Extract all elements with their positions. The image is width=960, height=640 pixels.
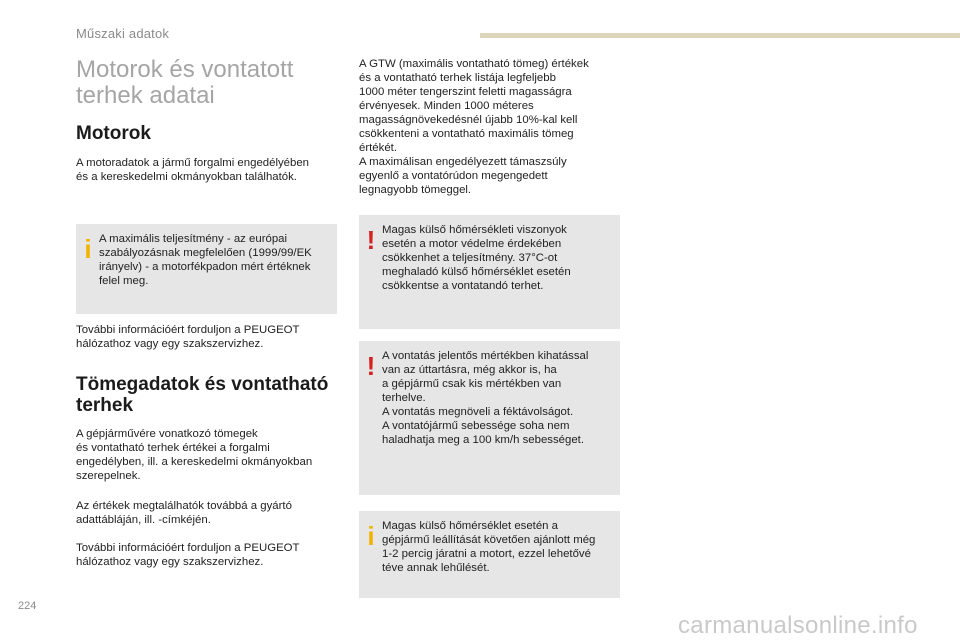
engines-more-info: További információért forduljon a PEUGEOT hálózathoz vagy egy szakszervizhez. <box>76 324 300 350</box>
engines-info-box-text: A maximális teljesítmény - az európai szabályozásnak megfelelően (1999/99/EK irányelv) - a motorfékpadon mért értéknek felel meg. <box>99 233 312 287</box>
warning-icon: ! <box>366 225 376 255</box>
weights-para-1: A gépjárművére vonatkozó tömegek és vontatható terhek értékei a forgalmi engedélyben, ill. a kereskedelmi okmányokban szerepelnek. <box>76 428 313 482</box>
engines-heading: Motorok <box>76 123 151 144</box>
header-section-title: Műszaki adatok <box>76 26 170 41</box>
warning-box-towing <box>359 341 620 495</box>
engines-info-box <box>76 224 337 314</box>
watermark: carmanualsonline.info <box>678 612 918 639</box>
info-icon: i <box>367 521 375 551</box>
header-rule <box>480 33 960 38</box>
weights-more-info: További információért forduljon a PEUGEOT hálózathoz vagy egy szakszervizhez. <box>76 542 300 568</box>
info-box-cooling <box>359 511 620 598</box>
engines-intro: A motoradatok a jármű forgalmi engedélyében és a kereskedelmi okmányokban találhatók. <box>76 157 310 183</box>
warning-icon: ! <box>366 351 376 381</box>
weights-para-2: Az értékek megtalálhatók továbbá a gyártó adattábláján, ill. -címkéjén. <box>76 500 292 526</box>
warning-box-temperature-text: Magas külső hőmérsékleti viszonyok esetén a motor védelme érdekében csökkenhet a teljesítmény. 37°C-ot meghaladó külső hőmérséklet esetén csökkentse a vontatandó terhet. <box>382 224 571 292</box>
warning-box-temperature <box>359 215 620 329</box>
warning-box-towing-text: A vontatás jelentős mértékben kihatással van az úttartásra, még akkor is, ha a gépjármű csak kis mértékben van terhelve. A vontatás megnöveli a féktávolságot. A vontatójármű sebessége soha nem haladhatja meg a 100 km/h sebességet. <box>382 350 589 446</box>
page-number: 224 <box>18 600 37 612</box>
info-box-cooling-text: Magas külső hőmérséklet esetén a gépjármű leállítását követően ajánlott még 1-2 percig járatni a motort, ezzel lehetővé téve annak lehűlését. <box>382 520 596 574</box>
page-title: Motorok és vontatott terhek adatai <box>76 56 294 109</box>
info-icon: i <box>84 234 92 264</box>
gtw-text: A GTW (maximális vontatható tömeg) értékek és a vontatható terhek listája legfeljebb 1000 méter tengerszint feletti magasságra érvényesek. Minden 1000 méteres magasságnövekedésnél újabb 10%-kal kell csökkenteni a vontatható maximális tömeg értékét. A maximálisan engedélyezett támaszsúly egyenlő a vontatórúdon megengedett legnagyobb tömeggel. <box>359 58 589 196</box>
weights-heading: Tömegadatok és vontatható terhek <box>76 374 329 416</box>
